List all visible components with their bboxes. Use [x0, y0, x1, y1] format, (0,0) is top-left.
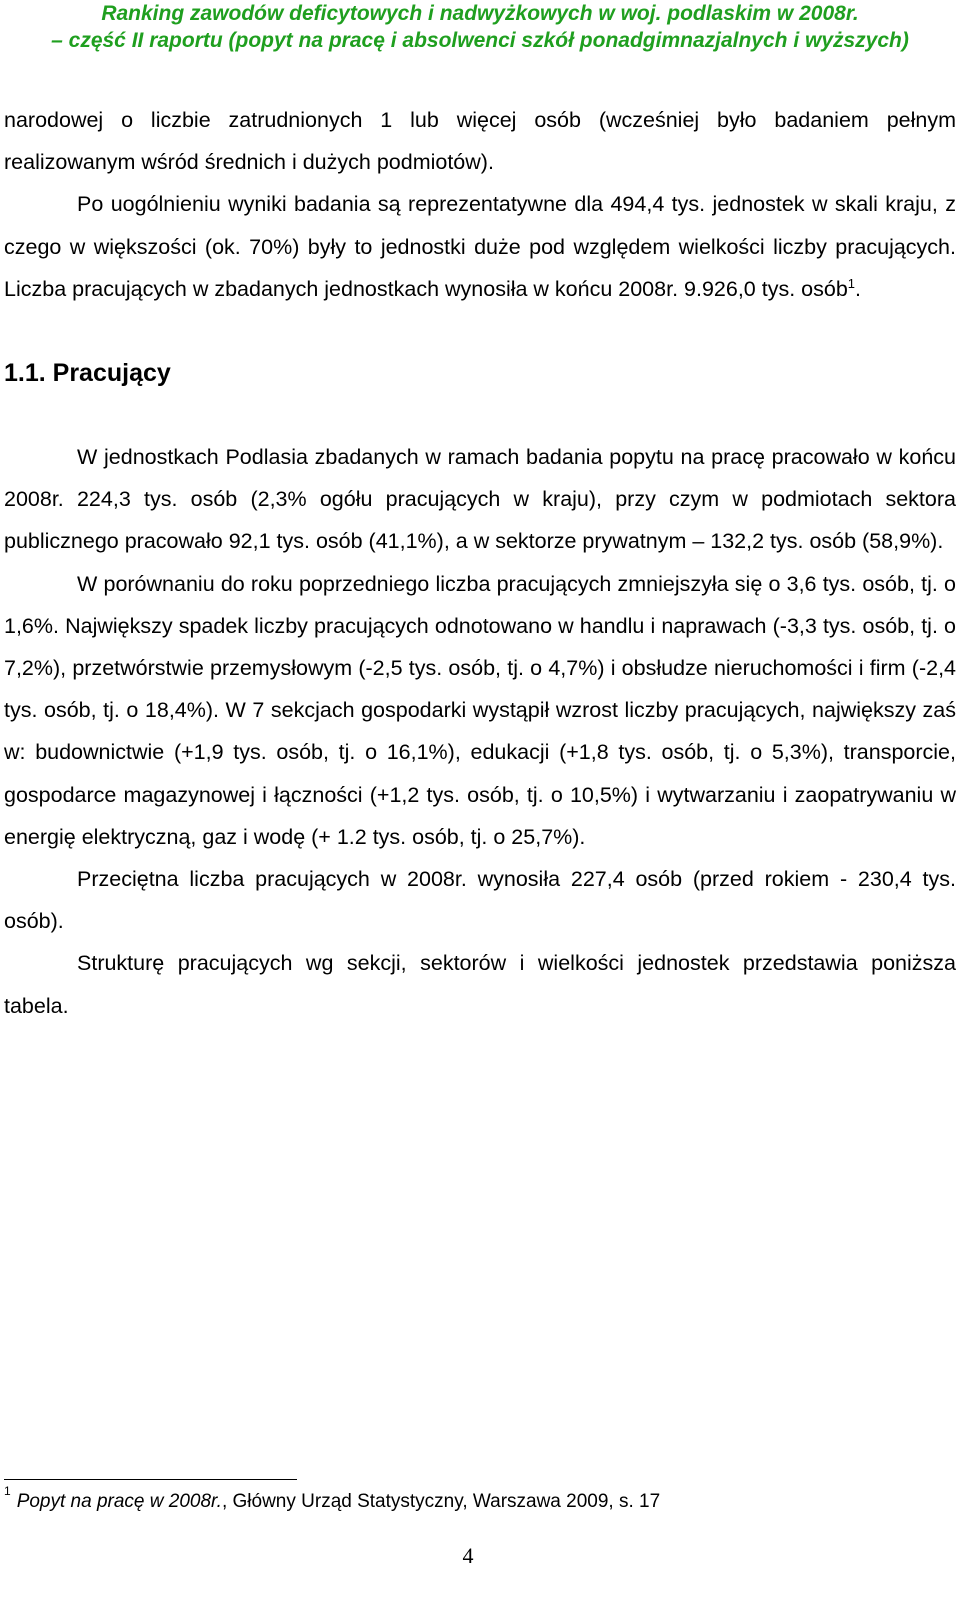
section-paragraph-employed: W jednostkach Podlasia zbadanych w ramach badania popytu na pracę pracowało w końcu 2008r. 224,3 tys. osób (2,3% ogółu pracujących w kraju), przy czym w podmiotach sektora publicznego pracowało 92,1 tys. osób (41,1%), a w sektorze prywatnym – 132,2 tys. osób (58,9%). — [4, 445, 956, 554]
intro-paragraph-results — [4, 183, 956, 310]
footnote-reference[interactable]: 1 — [847, 275, 856, 291]
running-header — [0, 0, 960, 54]
section-paragraph-comparison: W porównaniu do roku poprzedniego liczba pracujących zmniejszyła się o 3,6 tys. osób, tj. o 1,6%. Największy spadek liczby pracujących odnotowano w handlu i naprawach (-3,3 tys. osób, tj. o 7,2%), przetwórstwie przemysłowym (-2,5 tys. osób, tj. o 4,7%) i obsłudze nieruchomości i firm (-2,4 tys. osób, tj. o 18,4%). W 7 sekcjach gospodarki wystąpił wzrost liczby pracujących, największy zaś w: budownictwie (+1,9 tys. osób, tj. o 16,1%), edukacji (+1,8 tys. osób, tj. o 5,3%), transporcie, gospodarce magazynowej i łączności (+1,2 tys. osób, tj. o 10,5%) i wytwarzaniu i zaopatrywaniu w energię elektryczną, gaz i wodę (+ 1.2 tys. osób, tj. o 25,7%). — [4, 571, 956, 849]
spacer — [4, 394, 956, 436]
main-content — [4, 99, 956, 1027]
intro-paragraph-text: Po uogólnieniu wyniki badania są reprezentatywne dla 494,4 tys. jednostek w skali kraju, z czego w większości (ok. 70%) były to jednostki duże pod względem wielkości liczby pracujących. Liczba pracujących w zbadanych jednostkach wynosiła w końcu 2008r. 9.926,0 tys. osób — [4, 192, 956, 301]
spacer — [4, 310, 956, 352]
intro-paragraph-end: . — [855, 276, 861, 301]
header-subtitle-line: – część II raportu (popyt na pracę i absolwenci szkół ponadgimnazjalnych i wyższych) — [51, 29, 909, 52]
footnote-source-details: , Główny Urząd Statystyczny, Warszawa 2009, s. 17 — [221, 1491, 661, 1512]
section-paragraph-average: Przeciętna liczba pracujących w 2008r. wynosiła 227,4 osób (przed rokiem - 230,4 tys. osób). — [4, 867, 956, 934]
page-number: 4 — [462, 1543, 474, 1568]
footnote — [4, 1484, 954, 1515]
section-heading: 1.1. Pracujący — [4, 359, 171, 388]
section-paragraph-structure: Strukturę pracujących wg sekcji, sektorów i wielkości jednostek przedstawia poniższa tabela. — [4, 951, 956, 1018]
footnote-source-title: Popyt na pracę w 2008r. — [16, 1491, 222, 1512]
footnote-number: 1 — [4, 1484, 11, 1498]
header-title-line: Ranking zawodów deficytowych i nadwyżkowych w woj. podlaskim w 2008r. — [101, 2, 859, 25]
footnote-separator — [4, 1479, 297, 1480]
intro-paragraph-continued: narodowej o liczbie zatrudnionych 1 lub więcej osób (wcześniej było badaniem pełnym realizowanym wśród średnich i dużych podmiotów). — [4, 108, 956, 175]
